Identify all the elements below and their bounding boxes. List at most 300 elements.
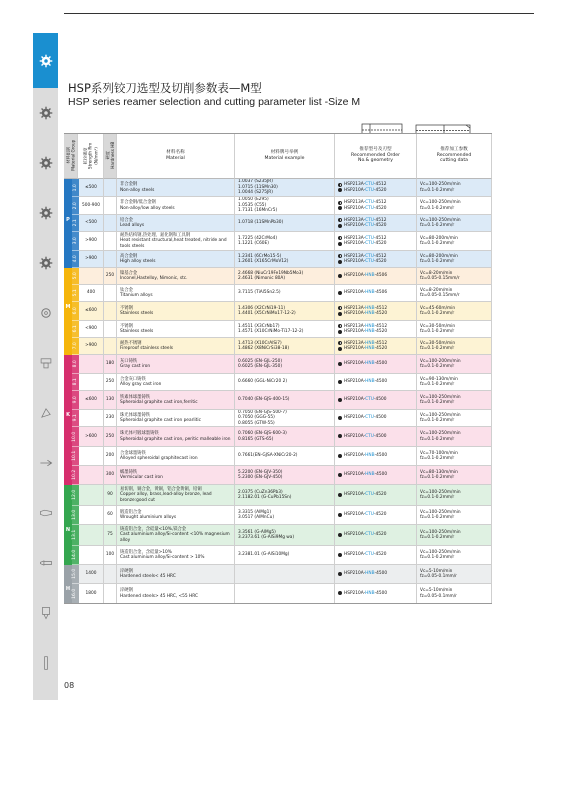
cutting-data <box>420 324 455 335</box>
material-name-cn: 耐热结构钢,热处理、氮化钢和工具钢 <box>120 232 191 238</box>
example-item: 1.0037 (S235JR) <box>238 179 273 185</box>
sidebar-item-14[interactable] <box>33 688 58 738</box>
material-name-en: Gray cast iron <box>120 364 151 369</box>
sidebar-item-3[interactable] <box>33 138 58 188</box>
order-code-suffix: -4500 <box>374 453 388 459</box>
example-cell <box>235 410 335 427</box>
feed-rate: fz=0.1-0.2mm/r <box>420 475 455 480</box>
material-cell <box>117 427 235 447</box>
cutting-data-cell <box>417 525 492 546</box>
cutting-data-cell <box>417 565 492 584</box>
order-code <box>344 290 387 295</box>
example-item: 2.4668 (NiuCr19Fe19Nb5Mo3) <box>238 270 304 276</box>
cutting-speed: Vc=45-60m/min <box>420 305 456 311</box>
cutting-speed: Vc=100-250m/min <box>420 529 461 535</box>
order-item <box>338 206 386 211</box>
order-code-coating: HNB <box>365 290 375 296</box>
material-cell <box>117 179 235 197</box>
order-code-suffix: -4520 <box>374 311 388 316</box>
strength-cell: <500 <box>79 215 104 232</box>
material-cell <box>117 506 235 525</box>
strength-cell <box>79 466 104 485</box>
order-item <box>338 512 386 517</box>
cutting-data-cell <box>417 215 492 232</box>
order-code-coating: HNB <box>365 346 375 351</box>
order-code-coating: CTU <box>365 200 374 206</box>
order-code <box>344 346 387 351</box>
order-list <box>338 492 386 497</box>
order-code <box>344 434 386 439</box>
example-item: 2.0375 (CuZn36Pb3) <box>238 489 283 495</box>
feed-rate: fz=0.1-0.2mm/r <box>420 382 455 387</box>
material-group-number <box>72 285 79 302</box>
material-name-cn: 镍基合金 <box>120 270 138 276</box>
strength-cell <box>79 506 104 525</box>
recommended-cell <box>335 410 417 427</box>
material-cell <box>117 525 235 546</box>
example-item: 5.2200 (EN-GJV-350) <box>238 469 283 475</box>
header-material <box>117 133 235 179</box>
order-list <box>338 532 386 537</box>
cutting-data-cell <box>417 321 492 338</box>
material-text <box>120 200 175 211</box>
material-name-en: Lead alloys <box>120 223 145 228</box>
recommended-cell <box>335 215 417 232</box>
material-group-number-label: 8.1 <box>72 378 78 386</box>
cutting-data-cell <box>417 251 492 268</box>
material-cell <box>117 338 235 355</box>
cutting-data <box>420 510 461 521</box>
strength-cell: 400 <box>79 285 104 302</box>
header-cutting-label: 推荐加工参数 Recommended cutting data <box>436 146 472 164</box>
example-item: 1.2601 (X165CrMoV12) <box>238 259 289 264</box>
example-item: 3.2381.01 (G-AlSi10Mg) <box>238 552 290 558</box>
hardness-cell <box>104 565 117 584</box>
full-circle-geometry-icon <box>338 380 342 384</box>
cutting-speed: Vc=100-250m/min <box>420 549 461 555</box>
example-item: 1.2341 (6CrMo15-5) <box>238 253 282 259</box>
cutting-speed: Vc=100-250m/min <box>420 182 461 188</box>
sidebar-item-8[interactable] <box>33 388 58 438</box>
order-code <box>344 397 386 402</box>
order-list <box>338 591 387 596</box>
cutting-speed: Vc=100-250m/min <box>420 489 461 495</box>
strength-cell: ≤600 <box>79 391 104 410</box>
material-group-number-label: 10.0 <box>72 431 78 442</box>
material-group-number <box>72 410 79 427</box>
order-code-suffix: -4512 <box>373 182 387 188</box>
full-circle-geometry-icon <box>338 188 342 192</box>
material-group-number <box>72 506 79 525</box>
order-code <box>344 492 386 497</box>
order-code <box>344 512 386 517</box>
order-code <box>344 532 386 537</box>
example-list <box>238 290 281 295</box>
full-circle-geometry-icon <box>338 591 342 595</box>
sidebar-item-5[interactable] <box>33 238 58 288</box>
cutting-data-cell <box>417 197 492 215</box>
cutting-data-cell <box>417 447 492 466</box>
material-name-en: Non-alloy/low alloy steels <box>120 205 175 211</box>
example-list <box>238 410 287 426</box>
material-group-number-label: 15.0 <box>72 568 78 580</box>
material-cell <box>117 374 235 391</box>
order-code-prefix: HSP213A- <box>344 340 366 346</box>
strength-cell: 500-900 <box>79 197 104 215</box>
feed-rate: fz=0.1-0.2mm/r <box>420 456 455 461</box>
example-list <box>238 306 296 317</box>
cutting-data-cell <box>417 268 492 285</box>
order-code-prefix: HSP210A- <box>344 532 366 538</box>
hardness-cell: 100 <box>104 546 117 565</box>
header-hardness-label: 硬度 Hardness HB <box>104 142 115 169</box>
sidebar-item-13[interactable] <box>33 638 58 688</box>
cutting-data-cell <box>417 232 492 251</box>
sidebar-item-7[interactable] <box>33 338 58 388</box>
order-item <box>338 329 387 334</box>
material-group-number-label: 13.1 <box>72 529 78 541</box>
order-code-prefix: HSP210A- <box>344 329 366 334</box>
strength-cell <box>79 525 104 546</box>
order-code-prefix: HSP210A- <box>344 187 366 193</box>
strength-cell <box>79 546 104 565</box>
order-code-suffix: -4506 <box>374 273 388 279</box>
order-list <box>338 182 386 193</box>
recommended-cell <box>335 232 417 251</box>
example-cell <box>235 427 335 447</box>
order-list <box>338 273 387 278</box>
strength-cell: >900 <box>79 251 104 268</box>
strength-cell: <900 <box>79 321 104 338</box>
example-item: 1.4401 (X5CrNiMo17-12-2) <box>238 311 296 316</box>
example-item: 1.1221 (C60E) <box>238 241 269 246</box>
example-item: 0.8165 (GTS-65) <box>238 436 274 442</box>
material-cell <box>117 268 235 285</box>
example-item: 1.4571 (X10CrNiMo-Ti17-12-2) <box>238 329 304 334</box>
material-cell <box>117 197 235 215</box>
cutting-data-cell <box>417 338 492 355</box>
order-code-prefix: HSP210A- <box>344 259 366 264</box>
order-code-suffix: -4500 <box>373 415 387 421</box>
feed-rate: fz=0.05-0.15mm/r <box>420 293 460 298</box>
sidebar-item-2[interactable] <box>33 88 58 138</box>
sidebar-item-11[interactable] <box>33 538 58 588</box>
order-code-coating: CTU <box>365 492 374 498</box>
order-code-suffix: -4512 <box>374 323 388 329</box>
material-cell <box>117 251 235 268</box>
header-cutting <box>417 133 492 179</box>
cutting-data-cell <box>417 466 492 485</box>
material-text <box>120 451 198 462</box>
sidebar-item-active[interactable] <box>33 33 58 88</box>
order-code <box>344 591 387 596</box>
order-code <box>344 453 387 458</box>
order-item <box>338 415 386 420</box>
example-list <box>238 431 287 442</box>
material-group-number <box>72 232 79 251</box>
material-group-number-label: 3.0 <box>72 237 78 245</box>
hardness-cell <box>104 285 117 302</box>
order-code-prefix: HSP210A- <box>344 205 366 211</box>
example-item: 3.0517 (AlMnCu) <box>238 515 275 520</box>
order-code-prefix: HSP213A- <box>344 323 366 329</box>
strength-cell <box>79 447 104 466</box>
hardness-cell <box>104 584 117 604</box>
half-circle-geometry-icon <box>338 218 342 222</box>
order-code-coating: HNB <box>365 305 375 311</box>
material-name-cn: 不锈钢 <box>120 305 133 311</box>
feed-rate: fz=0.05-0.1mm/r <box>420 593 457 599</box>
order-code-prefix: HSP210A- <box>344 397 366 403</box>
order-item <box>338 379 387 384</box>
full-circle-geometry-icon <box>338 291 342 295</box>
example-cell <box>235 268 335 285</box>
full-circle-geometry-icon <box>338 242 342 246</box>
order-code-suffix: -4520 <box>373 223 387 228</box>
order-code-coating: CTU <box>365 235 374 241</box>
recommended-cell <box>335 466 417 485</box>
cutting-data <box>420 431 461 442</box>
order-list <box>338 306 387 317</box>
hardness-cell <box>104 197 117 215</box>
cutting-data <box>420 182 461 193</box>
material-name-cn: 灰口铸铁 <box>120 358 138 364</box>
cutting-data-cell <box>417 410 492 427</box>
full-circle-geometry-icon <box>338 206 342 210</box>
hardness-cell: 250 <box>104 374 117 391</box>
full-circle-geometry-icon <box>338 533 342 537</box>
material-group-number <box>72 525 79 546</box>
order-item <box>338 434 386 439</box>
gear-outline-icon <box>39 306 53 320</box>
material-name-cn: 非合金钢/低合金钢 <box>120 200 156 206</box>
cutting-speed: Vc=100-250m/min <box>420 431 461 437</box>
full-circle-geometry-icon <box>338 347 342 351</box>
order-item <box>338 591 387 596</box>
example-item: 3.3561 (G-AlMg5) <box>238 529 276 535</box>
material-cell <box>117 391 235 410</box>
recommended-cell <box>335 391 417 410</box>
order-code <box>344 206 386 211</box>
feed-rate: fz=0.1-0.2mm/r <box>420 364 455 369</box>
material-text <box>120 254 155 265</box>
order-item <box>338 241 386 246</box>
sidebar-item-4[interactable] <box>33 188 58 238</box>
order-code-suffix: -4500 <box>374 571 388 577</box>
sidebar-item-6[interactable] <box>33 288 58 338</box>
strength-cell: ≤500 <box>79 179 104 197</box>
order-code-suffix: -4500 <box>374 590 388 596</box>
order-code-coating: HNB <box>365 273 375 279</box>
cutting-data <box>420 588 457 599</box>
material-name-cn: 高合金钢 <box>120 253 138 259</box>
cutting-speed: Vc=80-200m/min <box>420 235 458 241</box>
example-cell <box>235 302 335 321</box>
order-code-coating: HNB <box>365 453 375 459</box>
example-cell <box>235 197 335 215</box>
example-list <box>238 236 277 247</box>
order-code-coating: CTU <box>365 532 374 538</box>
full-circle-geometry-icon <box>338 274 342 278</box>
order-code-prefix: HSP210A- <box>344 552 366 558</box>
example-item: 1.0535 (C55) <box>238 202 267 208</box>
material-group-number <box>72 302 79 321</box>
order-code-suffix: -4512 <box>374 340 388 346</box>
material-name-en: Stainless steels <box>120 311 154 316</box>
order-code-coating: HNB <box>365 571 375 577</box>
recommended-cell <box>335 302 417 321</box>
cutting-data <box>420 359 461 370</box>
feed-rate: fz=0.1-0.2mm/r <box>420 436 455 442</box>
material-name-cn: 铸造铝合金，含硅量>10% <box>120 549 172 555</box>
order-code-prefix: HSP210A- <box>344 241 366 246</box>
example-list <box>238 510 274 521</box>
header-strength <box>78 133 104 179</box>
example-cell <box>235 506 335 525</box>
hardness-cell: 130 <box>104 391 117 410</box>
material-name-en: Inconel,Hastelloy, Nimonic, stc. <box>120 276 188 281</box>
order-code-coating: HNB <box>365 340 375 346</box>
order-code <box>344 571 387 576</box>
order-code-prefix: HSP213A- <box>344 217 366 223</box>
material-group-number-label: 9.1 <box>72 414 78 422</box>
cutting-data <box>420 377 458 388</box>
sidebar-item-10[interactable] <box>33 488 58 538</box>
example-item: 1.0044 (S275JR) <box>238 190 273 196</box>
material-cell <box>117 466 235 485</box>
cutting-speed: Vc=100-200m/min <box>420 358 461 364</box>
example-cell <box>235 215 335 232</box>
material-name-cn: 合金球墨铸铁 <box>120 450 146 456</box>
cutting-data <box>420 470 458 481</box>
feed-rate: fz=0.05-0.15mm/r <box>420 276 460 281</box>
order-code-coating: CTU <box>365 397 374 403</box>
material-text <box>120 470 163 481</box>
full-circle-geometry-icon <box>338 312 342 316</box>
material-text <box>120 569 176 580</box>
example-item: 2.1182.01 (G-CuPb15Sn) <box>238 495 292 500</box>
cutting-data-cell <box>417 179 492 197</box>
material-group-number <box>72 321 79 338</box>
material-text <box>120 377 161 388</box>
order-code-coating: HNB <box>365 329 375 334</box>
example-list <box>238 341 289 352</box>
order-code <box>344 379 387 384</box>
order-code-prefix: HSP210A- <box>344 453 366 459</box>
recommended-cell <box>335 355 417 374</box>
example-item: 0.6025 (EN-GJL-250) <box>238 358 283 364</box>
recommended-cell <box>335 268 417 285</box>
material-group-number-label: 5.0 <box>72 272 78 280</box>
gear-icon <box>39 54 53 68</box>
hardness-cell: 230 <box>104 410 117 427</box>
material-group-number-label: 8.0 <box>72 360 78 368</box>
feed-rate: fz=0.1-0.2mm/r <box>420 418 455 423</box>
sidebar <box>33 33 58 700</box>
material-group-number <box>72 374 79 391</box>
example-list <box>238 254 288 265</box>
order-code-suffix: -4520 <box>373 492 387 498</box>
material-text <box>120 550 205 561</box>
group-letter-p: P <box>66 217 70 223</box>
collet-icon <box>39 606 53 620</box>
material-name-cn: 锻造铝合金 <box>120 509 142 515</box>
hardness-cell: 300 <box>104 466 117 485</box>
header-material-label: 材料名称 Material <box>166 149 185 161</box>
example-item: 0.7661(EN-GJSA-XNiCr20-2) <box>238 453 298 459</box>
order-code-prefix: HSP213A- <box>344 235 366 241</box>
strength-cell <box>79 268 104 285</box>
top-rule <box>64 13 534 14</box>
material-name-en: Vermicular cast iron <box>120 475 163 480</box>
order-code-suffix: -4500 <box>374 472 388 478</box>
order-code-suffix: -4520 <box>373 187 387 193</box>
example-list <box>238 490 291 501</box>
material-name-en: Non-alloy steels <box>120 187 155 193</box>
half-circle-geometry-icon <box>338 236 342 240</box>
order-code-prefix: HSP210A- <box>344 361 366 367</box>
cutting-speed: Vc=80-200m/min <box>420 253 458 259</box>
material-name-cn: 铅合金 <box>120 217 133 223</box>
example-cell <box>235 525 335 546</box>
example-item: 1.4862 (X8NiCrSi38-18) <box>238 346 290 351</box>
example-item: 3.2373.61 (G-AlSi9Mg wa) <box>238 535 295 540</box>
cutting-data <box>420 200 461 211</box>
order-item <box>338 290 387 295</box>
material-cell <box>117 447 235 466</box>
material-text <box>120 218 144 229</box>
header-hardness <box>104 133 117 179</box>
order-list <box>338 290 387 295</box>
order-item <box>338 188 386 193</box>
material-group-number <box>72 179 79 197</box>
order-code-prefix: HSP210A- <box>344 433 366 439</box>
recommended-cell <box>335 251 417 268</box>
sidebar-item-9[interactable] <box>33 438 58 488</box>
material-name-cn: 淬硬钢 <box>120 588 133 594</box>
hardness-cell <box>104 302 117 321</box>
order-code <box>344 273 387 278</box>
strength-cell <box>79 410 104 427</box>
cutting-data <box>420 550 461 561</box>
order-list <box>338 453 387 458</box>
order-code-prefix: HSP213A- <box>344 253 366 259</box>
material-group-number <box>72 546 79 565</box>
material-cell <box>117 410 235 427</box>
cutting-data-cell <box>417 391 492 410</box>
order-list <box>338 415 386 420</box>
sidebar-item-12[interactable] <box>33 588 58 638</box>
hardness-cell: 200 <box>104 447 117 466</box>
order-list <box>338 397 386 402</box>
material-text <box>120 182 154 193</box>
material-name-en: Alloy gray cast iron <box>120 382 162 387</box>
example-list <box>238 552 289 557</box>
cutting-speed: Vc=100-250m/min <box>420 200 461 206</box>
group-k <box>64 355 72 485</box>
material-group-number-label: 12.0 <box>72 489 78 501</box>
material-group-number <box>72 197 79 215</box>
order-code-suffix: -4512 <box>373 253 387 259</box>
example-list <box>238 453 297 458</box>
group-letter-m: M <box>65 304 71 310</box>
material-group-number <box>72 391 79 410</box>
cutting-speed: Vc=30-50m/min <box>420 340 456 346</box>
order-code-coating: CTU <box>365 259 374 264</box>
blank-icon <box>39 706 53 720</box>
order-code-suffix: -4500 <box>374 379 388 385</box>
material-cell <box>117 232 235 251</box>
